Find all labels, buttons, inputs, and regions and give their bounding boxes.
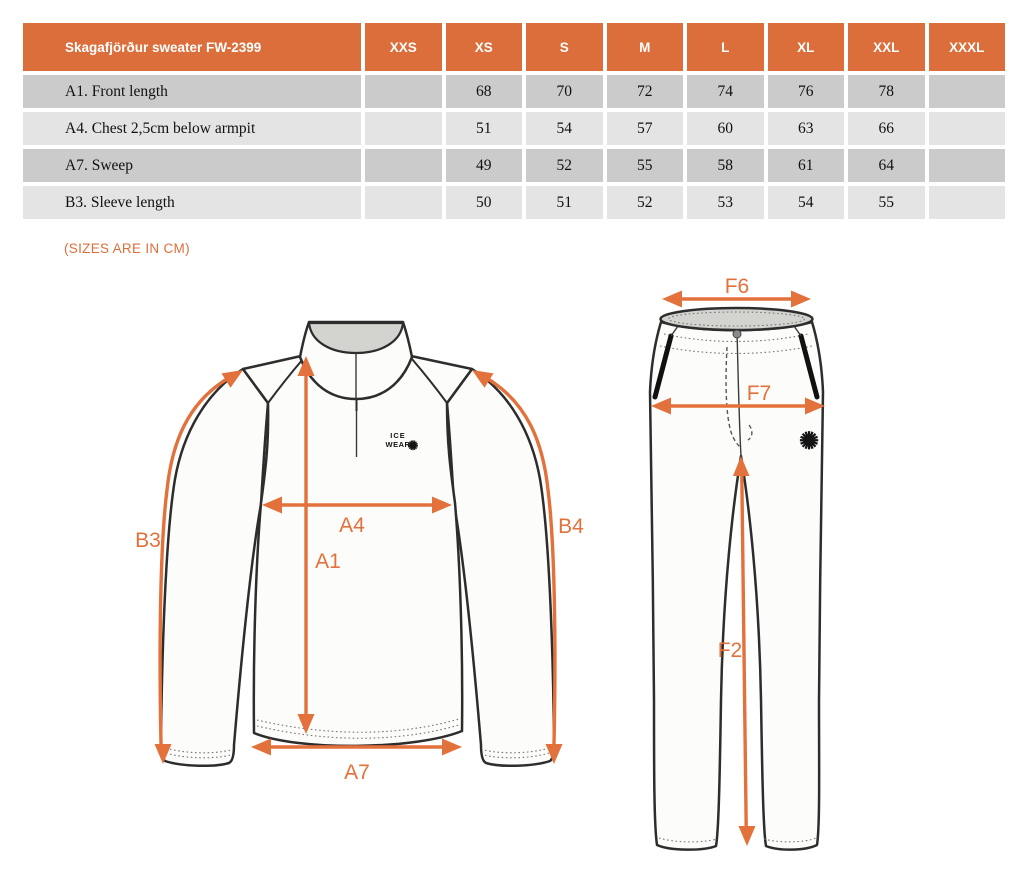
size-value-cell: 76: [768, 75, 845, 108]
size-value-cell: 55: [848, 186, 925, 219]
snowflake-icon: ✺: [407, 438, 419, 453]
size-column-header-xl: XL: [768, 23, 845, 71]
size-value-cell: 51: [526, 186, 603, 219]
size-value-cell: 63: [768, 112, 845, 145]
pants-drawing: [650, 308, 823, 850]
label-f6: F6: [724, 275, 750, 298]
logo-text-line1: ICE: [390, 431, 406, 440]
logo-text-line2: WEAR: [385, 440, 411, 449]
size-value-cell: 50: [446, 186, 523, 219]
label-f7: F7: [746, 382, 772, 405]
size-value-cell: 58: [687, 149, 764, 182]
size-value-cell: 54: [768, 186, 845, 219]
label-f2: F2: [717, 639, 743, 662]
size-column-header-s: S: [526, 23, 603, 71]
sizes-unit-note: (SIZES ARE IN CM): [64, 241, 190, 256]
size-column-header-xs: XS: [446, 23, 523, 71]
row-label: A4. Chest 2,5cm below armpit: [23, 112, 361, 145]
product-header: Skagafjörður sweater FW-2399: [23, 23, 361, 71]
waist-button: [733, 330, 741, 338]
row-label: B3. Sleeve length: [23, 186, 361, 219]
size-value-cell: 55: [607, 149, 684, 182]
size-column-header-xxxl: XXXL: [929, 23, 1006, 71]
size-column-header-xxl: XXL: [848, 23, 925, 71]
size-column-header-l: L: [687, 23, 764, 71]
snowflake-icon: ✺: [798, 428, 820, 455]
size-value-cell: 64: [848, 149, 925, 182]
row-label: A1. Front length: [23, 75, 361, 108]
label-a1: A1: [315, 550, 341, 573]
size-value-cell: 52: [526, 149, 603, 182]
row-label: A7. Sweep: [23, 149, 361, 182]
size-column-header-xxs: XXS: [365, 23, 442, 71]
label-a4: A4: [339, 514, 365, 537]
label-b4: B4: [558, 515, 584, 538]
size-value-cell: 70: [526, 75, 603, 108]
size-value-cell: 72: [607, 75, 684, 108]
label-b3: B3: [135, 529, 161, 552]
size-value-cell: 52: [607, 186, 684, 219]
label-a7: A7: [344, 761, 370, 784]
sweater-drawing: [161, 322, 554, 766]
size-value-cell: 53: [687, 186, 764, 219]
size-value-cell: 61: [768, 149, 845, 182]
size-column-header-m: M: [607, 23, 684, 71]
size-value-cell: 68: [446, 75, 523, 108]
size-value-cell: 66: [848, 112, 925, 145]
size-value-cell: 51: [446, 112, 523, 145]
size-value-cell: 49: [446, 149, 523, 182]
size-value-cell: 74: [687, 75, 764, 108]
size-value-cell: 78: [848, 75, 925, 108]
size-value-cell: 54: [526, 112, 603, 145]
size-value-cell: 57: [607, 112, 684, 145]
size-value-cell: 60: [687, 112, 764, 145]
